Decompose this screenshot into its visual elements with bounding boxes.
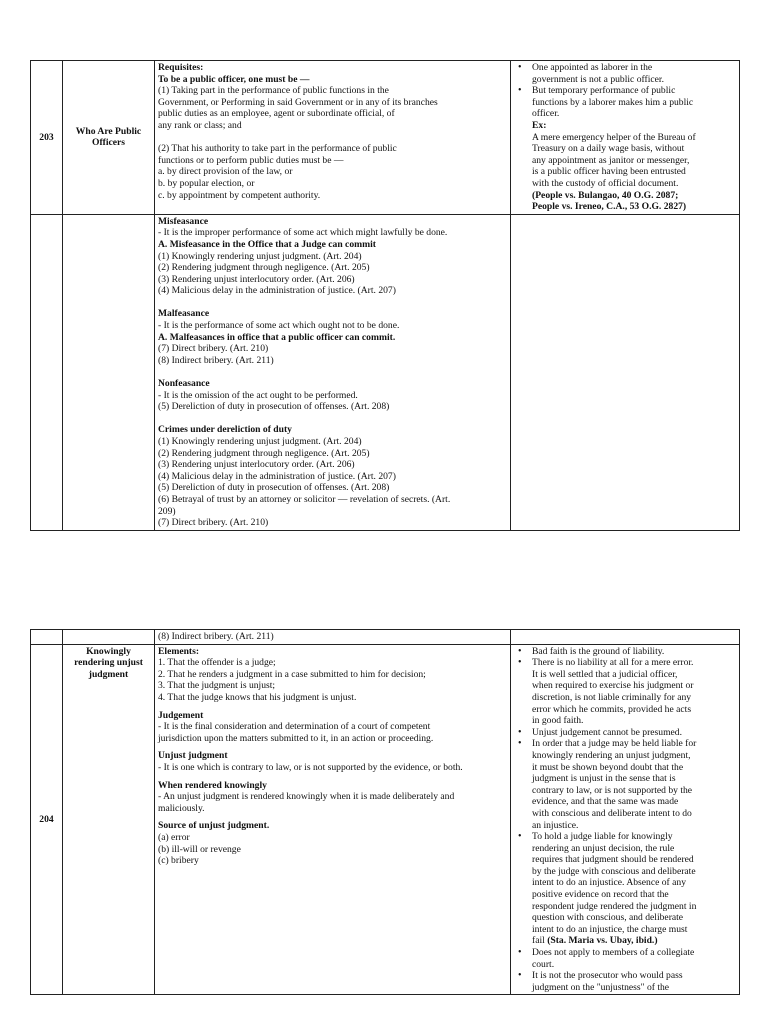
note-line: intent to do an injustice. Absence of any [532,877,686,889]
spacer [158,413,507,425]
spacer [158,366,507,378]
text-line: maliciously. [158,802,205,814]
note-line: • In order that a judge may be held liable for [532,738,697,750]
note-line: government is not a public officer. [532,73,664,85]
text-line: 2. That he renders a judgment in a case submitted to him for decision; [158,668,426,680]
article-subject [63,214,155,530]
note-line: with conscious and deliberate intent to do [532,807,692,819]
note-line: an injustice. [532,819,579,831]
note-line: • Bad faith is the ground of liability. [532,645,665,657]
text-line: (7) Direct bribery. (Art. 210) [158,517,269,529]
text-line: - It is the performance of some act which ought not to be done. [158,320,400,332]
section-heading: Unjust judgment [158,750,228,762]
note-line: contrary to law, or is not supported by the [532,784,693,796]
text-line: any rank or class; and [158,119,242,131]
note-line: functions by a laborer makes him a public [532,96,694,108]
text-line: (3) Rendering unjust interlocutory order. (Art. 206) [158,459,355,471]
note-line: discretion, is not liable criminally for any [532,691,692,703]
notes-list [514,62,736,120]
section-heading: To be a public officer, one must be — [158,73,310,85]
text-line: 3. That the judgment is unjust; [158,680,276,692]
text-line: with the custody of official document. [532,177,679,189]
note-item [532,62,736,85]
text-line: public duties as an employee, agent or subordinate official, of [158,108,395,120]
table-row-204 [31,644,740,995]
note-item [532,657,736,727]
text-line: a. by direct provision of the law, or [158,166,293,178]
text-line: (1) Taking part in the performance of public functions in the [158,85,389,97]
note-line: rendering an unjust decision, the rule [532,842,675,854]
section-heading: Judgement [158,709,204,721]
text-line: - It is the final consideration and determination of a court of competent [158,721,431,733]
note-line: error which he commits, provided he acts [532,703,692,715]
text-line: (2) That his authority to take part in the performance of public [158,143,397,155]
section-heading: Requisites: [158,62,204,73]
text-line: (8) Indirect bribery. (Art. 211) [158,354,274,366]
note-line: in good faith. [532,715,584,727]
text-line: jurisdiction upon the matters submitted to it, in an action or proceeding. [158,732,434,744]
note-line: it must be shown beyond doubt that the [532,761,684,773]
article-notes [511,61,740,215]
text-line: c. by appointment by competent authority. [158,189,321,201]
section-heading: Crimes under dereliction of duty [158,424,292,436]
article-notes [511,214,740,530]
note-line: when required to exercise his judgment or [532,680,694,692]
note-line: intent to do an injustice, the charge must [532,923,688,935]
note-line: requires that judgment should be rendered [532,854,694,866]
note-line [532,935,736,947]
note-line: It is well settled that a judicial officer, [532,668,678,680]
table-row-203 [31,61,740,215]
text-line: any appointment as janitor or messenger, [532,154,690,166]
text-line: (b) ill-will or revenge [158,843,241,855]
text-line: b. by popular election, or [158,177,255,189]
note-line: judgment on the "unjustness" of the [532,981,670,993]
note-item [532,970,736,993]
text-line: (7) Direct bribery. (Art. 210) [158,343,269,355]
section-heading: When rendered knowingly [158,779,267,791]
text-line: (5) Dereliction of duty in prosecution of offenses. (Art. 208) [158,482,390,494]
text-line: (1) Knowingly rendering unjust judgment. (Art. 204) [158,250,362,262]
note-item [532,738,736,831]
text-line: (3) Rendering unjust interlocutory order. (Art. 206) [158,273,355,285]
text-line: is a public officer having been entrusted [532,166,686,178]
example-block [514,120,736,213]
note-line: question with conscious, and deliberate [532,912,684,924]
article-content [155,214,511,530]
text-line: (a) error [158,831,190,843]
article-notes [511,630,740,645]
note-item [532,646,736,658]
article-number: 203 [31,61,63,215]
note-line: respondent judge rendered the judgment in [532,900,697,912]
note-line: evidence, and that the same was made [532,796,679,808]
text-line: (4) Malicious delay in the administration of justice. (Art. 207) [158,470,396,482]
note-item [532,85,736,120]
note-line: • Does not apply to members of a collegiate [532,947,695,959]
text-line: Treasury on a daily wage basis, without [532,143,685,155]
text-line: functions or to perform public duties must be — [158,154,344,166]
text-line: 4. That the judge knows that his judgment is unjust. [158,691,357,703]
note-item [532,831,736,947]
article-subject: Knowingly rendering unjust judgment [63,644,155,995]
text-line: - It is one which is contrary to law, or is not supported by the evidence, or both. [158,761,463,773]
note-line: • There is no liability at all for a mere error. [532,657,694,669]
spacer [158,297,507,309]
section-heading: A. Malfeasances in office that a public officer can commit. [158,331,396,343]
table-row-continued [31,630,740,645]
article-number: 204 [31,644,63,995]
notes-list [514,646,736,994]
provisions-table-bottom [30,629,740,995]
text-line: (4) Malicious delay in the administration of justice. (Art. 207) [158,285,396,297]
article-content: (8) Indirect bribery. (Art. 211) [155,630,511,645]
article-number [31,630,63,645]
text-line: - It is the omission of the act ought to be performed. [158,389,358,401]
note-line: • One appointed as laborer in the [532,62,653,73]
text-line: - It is the improper performance of some act which might lawfully be done. [158,227,448,239]
note-line: knowingly rendering an unjust judgment, [532,749,691,761]
section-heading: (People vs. Bulangao, 40 O.G. 2087; [532,189,679,201]
case-citation: (Sta. Maria vs. Ubay, ibid.) [547,935,658,947]
section-heading: Misfeasance [158,215,209,227]
article-subject [63,630,155,645]
text-line: (5) Dereliction of duty in prosecution of offenses. (Art. 208) [158,401,390,413]
note-line: positive evidence on record that the [532,889,669,901]
provisions-table-top [30,60,740,531]
text-line: (2) Rendering judgment through negligence. (Art. 205) [158,262,370,274]
note-item [532,947,736,970]
spacer [158,132,507,144]
note-line: • It is not the prosecutor who would pass [532,970,683,982]
section-heading: People vs. Ireneo, C.A., 53 O.G. 2827) [532,201,687,213]
text-line: 1. That the offender is a judge; [158,657,276,669]
text-line: (c) bribery [158,855,199,867]
article-subject: Who Are Public Officers [63,61,155,215]
text-line: (2) Rendering judgment through negligence. (Art. 205) [158,447,370,459]
note-item [532,727,736,739]
text-line: Government, or Performing in said Government or in any of its branches [158,96,438,108]
section-heading: Elements: [158,645,200,657]
note-line: by the judge with conscious and deliberate [532,865,696,877]
note-line: judgment is unjust in the sense that is [532,773,676,785]
article-content [155,61,511,215]
article-notes [511,644,740,995]
article-content [155,644,511,995]
text-line: A mere emergency helper of the Bureau of [532,131,696,143]
note-line: • To hold a judge liable for knowingly [532,831,673,843]
section-heading: Ex: [532,119,547,131]
section-heading: Source of unjust judgment. [158,820,270,832]
text-line: (6) Betrayal of trust by an attorney or solicitor — revelation of secrets. (Art. [158,493,451,505]
section-heading: Malfeasance [158,308,210,320]
text-line: - An unjust judgment is rendered knowingly when it is made deliberately and [158,791,455,803]
text-line: 209) [158,505,176,517]
note-line: officer. [532,108,560,120]
note-text: fail [532,935,548,947]
section-heading: A. Misfeasance in the Office that a Judge can commit [158,238,376,250]
section-heading: Nonfeasance [158,378,210,390]
note-line: • Unjust judgement cannot be presumed. [532,726,683,738]
note-line: court. [532,958,555,970]
article-number [31,214,63,530]
table-row-offenses [31,214,740,530]
note-line: • But temporary performance of public [532,85,676,97]
text-line: (1) Knowingly rendering unjust judgment. (Art. 204) [158,436,362,447]
